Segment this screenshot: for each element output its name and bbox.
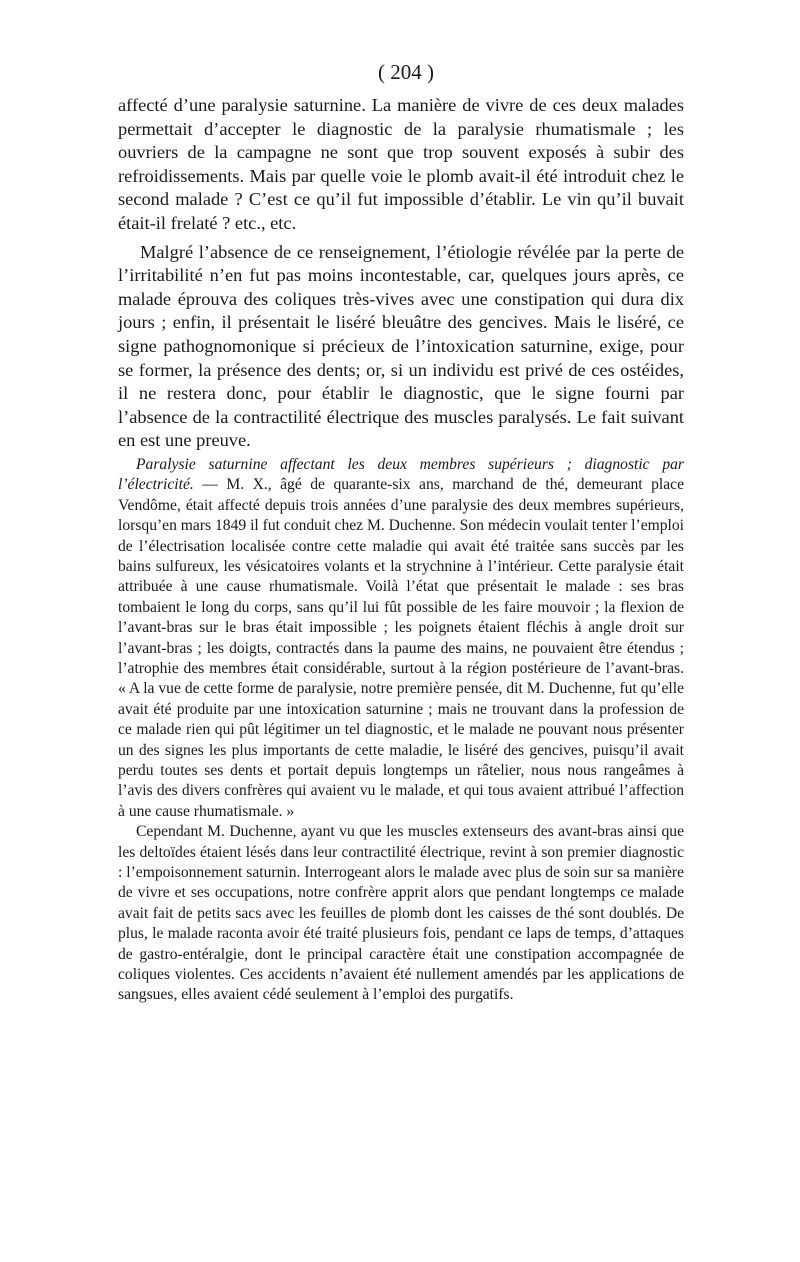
page-number: ( 204 ) <box>378 60 434 84</box>
paragraph-continuation: affecté d’une paralysie saturnine. La manière de vivre de ces deux malades permettait d’accepter le diagnostic de la paralysie rhumatismale ; les ouvriers de la campagne ne sont que trop souvent exposés à subir des refroidissements. Mais par quelle voie le plomb avait-il été introduit chez le second malade ? C’est ce qu’il fut impossible d’établir. Le vin qu’il buvait était-il frelaté ? etc., etc. <box>118 95 684 233</box>
paragraph-diagnosis: Cependant M. Duchenne, ayant vu que les muscles extenseurs des avant-bras ainsi que les deltoïdes étaient lésés dans leur contractilité électrique, revint à son premier diagnostic : l’empoisonnement saturnin. Interrogeant alors le malade avec plus de soin sur sa manière de vivre et ses occupations, notre confrère apprit alors que pendant longtemps ce malade avait fait de petits sacs avec les feuilles de plomb dont les caisses de thé sont doublés. De plus, le malade raconta avoir été traité plusieurs fois, pendant ce laps de temps, d’attaques de gastro-entéralgie, dont le principal caractère était une constipation accompagnée de coliques violentes. Ces accidents n’avaient été nullement amendés par les applications de sangsues, elles avaient cédé seulement à l’emploi des purgatifs. <box>118 823 684 1004</box>
paragraph-etiology: Malgré l’absence de ce renseignement, l’étiologie révélée par la perte de l’irritabilité n’en fut pas moins incontestable, car, quelques jours après, ce malade éprouva des coliques très-vives avec une constipation qui dura dix jours ; enfin, il présentait le liséré bleuâtre des gencives. Mais le liséré, ce signe pathognomonique si précieux de l’intoxication saturnine, exige, pour se former, la présence des dents; or, si un individu est privé de ces ostéides, il ne restera donc, pour établir le diagnostic, que le signe fourni par l’absence de la contractilité électrique des muscles paralysés. Le fait suivant en est une preuve. <box>118 241 684 451</box>
case-title: Paralysie saturnine affectant les deux membres supérieurs ; diagnostic par l’électricité. <box>118 455 684 494</box>
book-page <box>118 52 684 1006</box>
case-report-paragraph <box>118 455 684 822</box>
case-text: — M. X., âgé de quarante-six ans, marchand de thé, demeurant place Vendôme, était affecté depuis trois années d’une paralysie des deux membres supérieurs, lorsqu’en mars 1849 il fut conduit chez M. Duchenne. Son médecin voulait tenter l’emploi de l’électrisation localisée contre cette maladie qui avait été traitée sans succès par les bains sulfureux, les vésicatoires volants et la strychnine à l’intérieur. Cette paralysie était attribuée à une cause rhumatismale. Voilà l’état que présentait le malade : ses bras tombaient le long du corps, sans qu’il lui fût possible de les faire mouvoir ; la flexion de l’avant-bras sur le bras était impossible ; les poignets étaient fléchis à angle droit sur l’avant-bras ; les doigts, contractés dans la paume des mains, ne pouvaient être étendus ; l’atrophie des membres était considérable, surtout à la région postérieure de l’avant-bras. « A la vue de cette forme de paralysie, notre première pensée, dit M. Duchenne, fut qu’elle avait été produite par une intoxication saturnine ; mais ne trouvant dans la profession de ce malade rien qui pût légitimer un tel diagnostic, et le malade ne pouvant nous présenter un des signes les plus importants de cette maladie, le liséré des gencives, puisqu’il avait perdu toutes ses dents et portait depuis longtemps un râtelier, nous nous rangeâmes à l’avis des divers confrères qui avaient vu le malade, et qui tous avaient attribué l’affection à une cause rhumatismale. » <box>118 476 684 820</box>
